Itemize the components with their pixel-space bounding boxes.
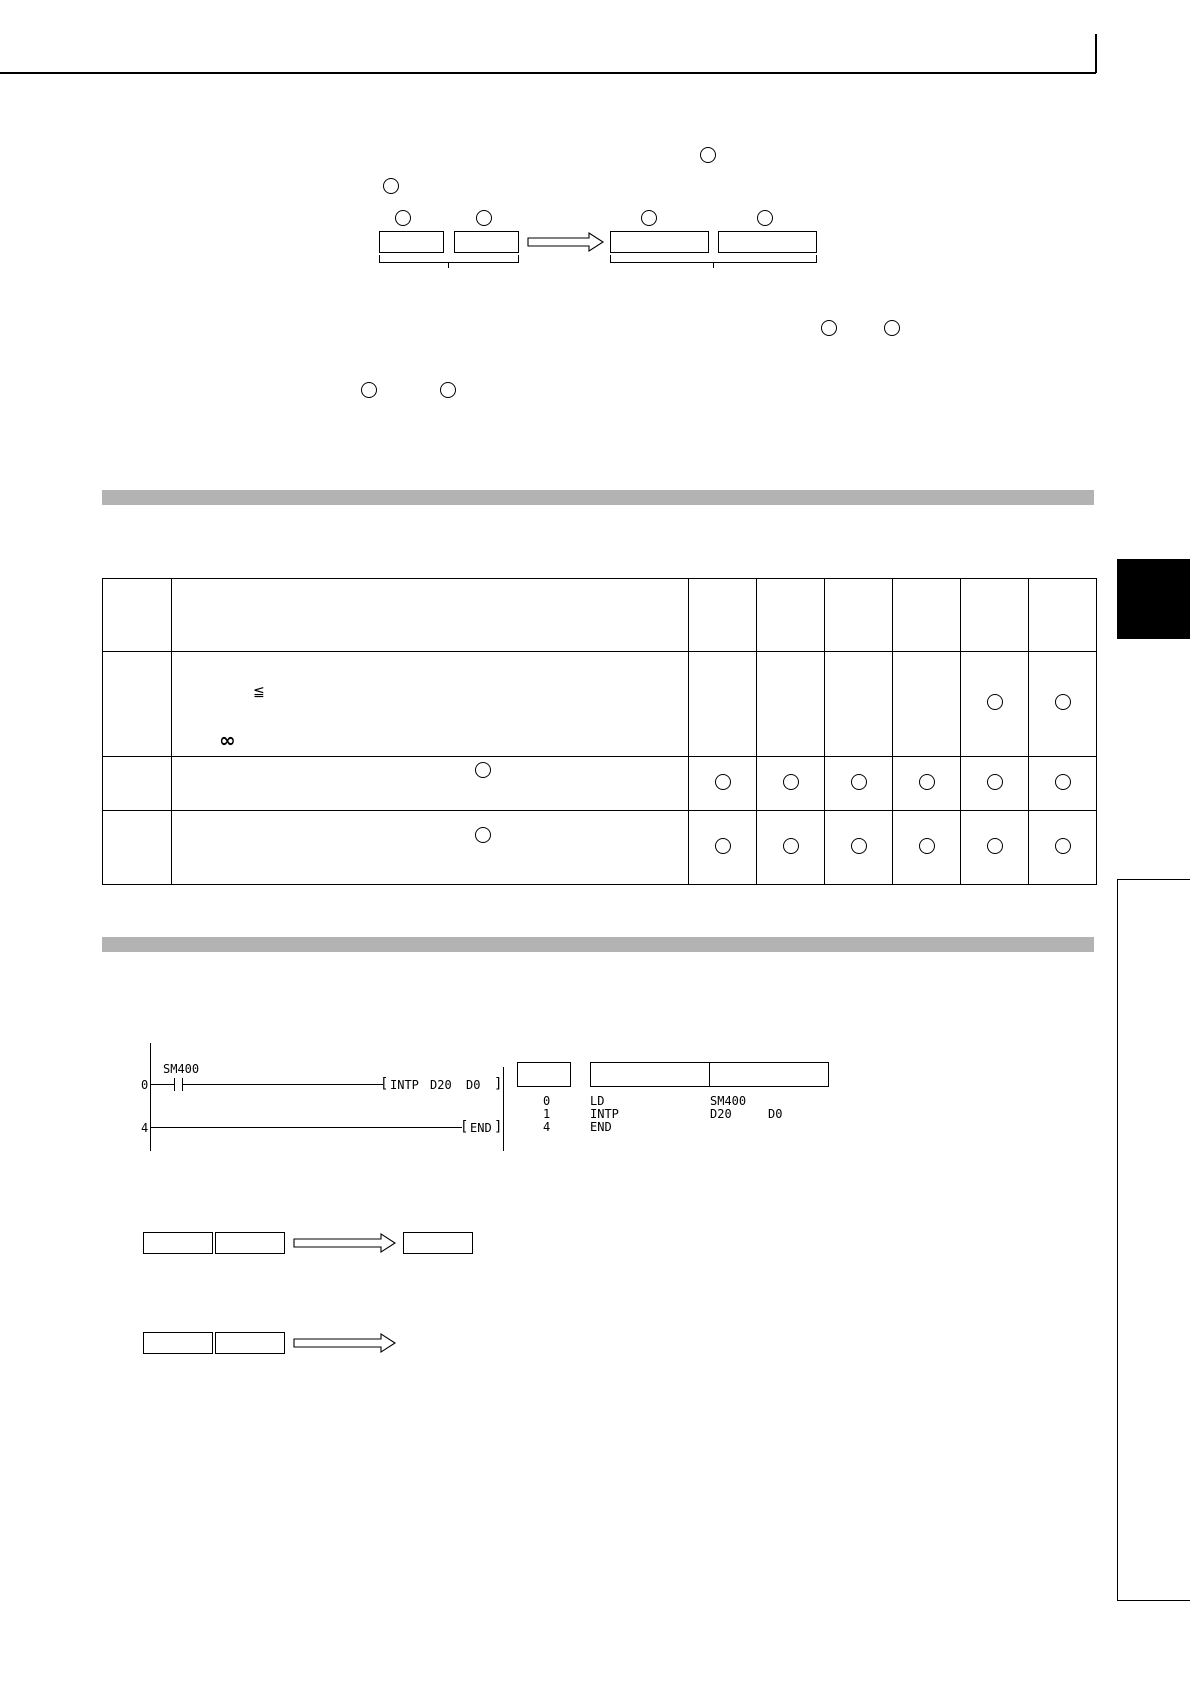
end-instruction: END [470,1121,492,1135]
table-cell [825,757,893,811]
table-cell [172,811,689,885]
list-step: 1 [543,1107,551,1121]
header-rule [0,72,1096,74]
marker-circle [700,147,716,163]
table-row [103,757,1097,811]
data-box [143,1232,213,1254]
list-operand: D20 [710,1107,732,1121]
instruction-open-bracket: [ [380,1076,389,1092]
section-divider-errors [102,490,1094,505]
instruction-close-bracket: ] [494,1076,503,1092]
list-header-box [709,1062,829,1087]
rung-wire [183,1084,383,1085]
applicable-mark [919,838,935,854]
source-box-1 [379,231,444,253]
rung-wire [151,1127,462,1128]
marker-circle [476,210,492,226]
marker-circle [440,382,456,398]
list-step: 0 [543,1094,551,1108]
table-cell [172,757,689,811]
arrow-right-icon [293,1332,397,1354]
marker-circle [395,210,411,226]
list-operand: SM400 [710,1094,747,1108]
instruction-close-bracket: ] [494,1119,503,1135]
table-header-cell [893,579,961,652]
applicable-mark [1055,774,1071,790]
list-header-box [517,1062,571,1087]
table-cell [1029,757,1097,811]
applicable-mark [715,774,731,790]
marker-circle [361,382,377,398]
table-header-cell [757,579,825,652]
contact-device-label: SM400 [163,1062,200,1076]
table-cell [103,652,172,757]
source-box-2 [454,231,519,253]
table-cell [757,652,825,757]
data-box [143,1332,213,1354]
section-divider-program-example [102,937,1094,952]
infinity-symbol: ∞ [219,728,236,752]
arrow-right-icon [527,231,605,253]
list-step: 4 [543,1120,551,1134]
marker-circle [475,827,491,843]
instruction-open-bracket: [ [460,1119,469,1135]
table-cell [893,811,961,885]
chapter-index-tab [1117,559,1190,639]
table-cell [757,757,825,811]
result-box-2 [718,231,817,253]
header-rule-end [1095,34,1097,73]
applicable-mark [1055,694,1071,710]
table-cell [893,652,961,757]
brace [379,255,519,263]
marker-circle [475,762,491,778]
applicable-mark [987,838,1003,854]
brace [610,255,817,263]
applicable-mark [1055,838,1071,854]
table-cell [893,757,961,811]
applicable-mark [987,774,1003,790]
instruction-operand: D20 [430,1078,452,1092]
applicable-mark [851,774,867,790]
list-instruction: END [590,1120,612,1134]
table-cell [689,811,757,885]
table-cell [689,757,757,811]
list-header-box [590,1062,710,1087]
applicable-mark [919,774,935,790]
table-row [103,652,1097,757]
applicable-mark [783,774,799,790]
table-cell [1029,652,1097,757]
marker-circle [383,178,399,194]
brace-tip [713,263,714,268]
applicable-mark [783,838,799,854]
table-cell [961,652,1029,757]
result-box [403,1232,473,1254]
data-box [215,1332,285,1354]
table-header-cell [825,579,893,652]
table-cell [961,757,1029,811]
ladder-step-number: 0 [141,1078,149,1092]
side-index-frame [1117,879,1190,1601]
table-header-cell [689,579,757,652]
marker-circle [757,210,773,226]
instruction-operand: D0 [466,1078,481,1092]
table-cell [172,652,689,757]
ladder-left-rail [150,1043,151,1151]
ladder-step-number: 4 [141,1121,149,1135]
table-cell [103,757,172,811]
table-cell [825,811,893,885]
marker-circle [884,320,900,336]
brace-tip [448,263,449,268]
instruction-name: INTP [390,1078,419,1092]
contact-bar [174,1078,175,1091]
table-cell [1029,811,1097,885]
table-header-cell [103,579,172,652]
data-box [215,1232,285,1254]
marker-circle [641,210,657,226]
table-header-cell [961,579,1029,652]
table-header-row [103,579,1097,652]
result-box-1 [610,231,709,253]
ladder-right-rail [503,1067,504,1151]
table-row [103,811,1097,885]
list-instruction: LD [590,1094,605,1108]
list-instruction: INTP [590,1107,619,1121]
applicable-mark [987,694,1003,710]
list-operand: D0 [768,1107,783,1121]
table-header-cell [172,579,689,652]
rung-wire [151,1084,174,1085]
marker-circle [821,320,837,336]
table-cell [757,811,825,885]
table-header-cell [1029,579,1097,652]
table-cell [689,652,757,757]
error-table [102,578,1097,885]
table-cell [103,811,172,885]
applicable-mark [851,838,867,854]
table-cell [825,652,893,757]
arrow-right-icon [293,1232,397,1254]
table-cell [961,811,1029,885]
applicable-mark [715,838,731,854]
leq-symbol: ≦ [253,684,265,700]
